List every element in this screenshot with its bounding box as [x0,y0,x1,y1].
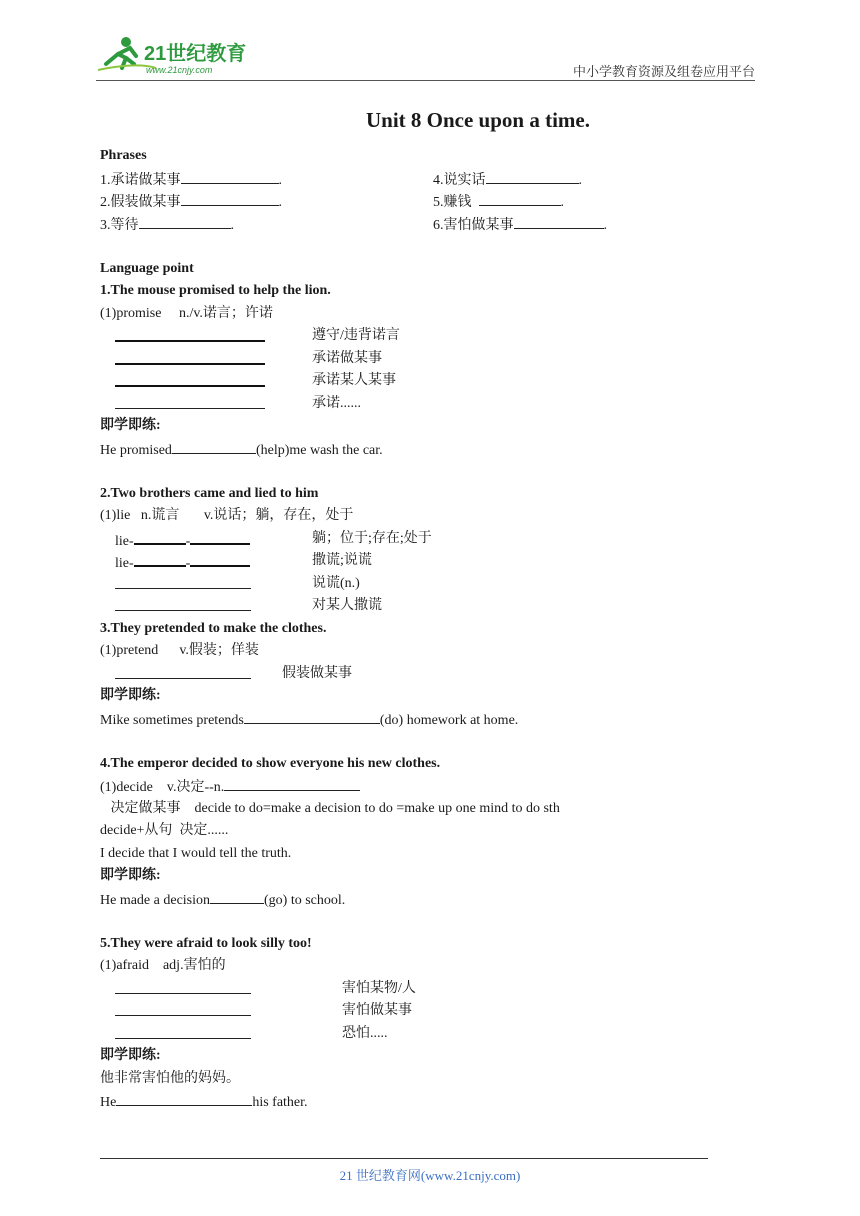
phrase-2: 2.假装做某事 [100,195,181,210]
promise-definition [100,303,760,326]
word-pos: n.谎言 [140,508,180,523]
blank-6[interactable] [514,213,604,229]
phrase-end: . [278,195,282,210]
dash: - [185,533,191,549]
section-3-title: 3.They pretended to make the clothes. [100,620,327,636]
word-pos: v.决定--n. [166,780,225,795]
word-pos: adj.害怕的 [162,958,226,973]
section-4-title: 4.The emperor decided to show everyone his new clothes. [100,755,441,771]
practice-sentence [100,438,760,461]
answer-blank[interactable] [115,1023,251,1039]
worksheet-body [100,145,760,1113]
section-5-title: 5.They were afraid to look silly too! [100,935,312,951]
meaning-text: 对某人撒谎 [312,598,382,613]
answer-blank[interactable] [190,550,250,567]
blank-3[interactable] [139,213,231,229]
afraid-definition [100,955,760,978]
usage-cn: decide+从句 [100,823,173,838]
phrase-3: 3.等待 [100,217,139,233]
blank-1[interactable] [181,168,279,184]
phrase-end: . [230,217,234,233]
sentence-part: He made a decision [100,892,211,908]
practice-label: 即学即练: [100,688,161,703]
fill-row [100,1023,760,1046]
phrase-5: 5.赚钱 [433,195,472,210]
page-title: Unit 8 Once upon a time. [365,108,590,132]
answer-blank[interactable] [116,1090,252,1106]
answer-blank[interactable] [115,978,251,994]
blank-4[interactable] [486,168,579,184]
answer-blank[interactable] [115,370,265,387]
answer-blank[interactable] [115,1000,251,1016]
meaning-text: 说谎(n.) [312,575,360,591]
phrase-end: . [278,172,282,188]
sentence-part: (do) homework at home. [379,712,519,728]
platform-tagline: 中小学教育资源及组卷应用平台 [572,64,755,79]
sentence-part: He [100,1095,117,1110]
phrase-1: 1.承诺做某事 [100,172,181,188]
practice-sentence [100,888,760,911]
logo-text: 21世纪教育 [144,43,247,65]
word-pos: v.说话；躺，存在，处于 [203,508,354,523]
sentence-part: He promised [100,442,172,458]
usage-cn: 决定...... [179,823,229,838]
lie-definition [100,505,760,528]
header-divider [96,80,755,81]
phrase-end: . [578,172,582,188]
answer-blank[interactable] [134,550,186,567]
sentence-part: (go) to school. [264,892,346,908]
decide-definition [100,775,760,798]
fill-row [100,528,760,551]
answer-blank[interactable] [190,528,250,545]
logo-url: www.21cnjy.com [146,65,213,75]
word-label: (1)pretend [100,643,159,658]
phrase-row [100,168,760,191]
decide-clause [100,820,760,843]
fill-row [100,348,760,371]
fill-row [100,663,760,686]
section-1-title: 1.The mouse promised to help the lion. [100,283,331,298]
practice-label: 即学即练: [100,418,161,433]
word-form: lie- [115,556,134,571]
answer-blank[interactable] [115,595,251,611]
blank-2[interactable] [181,190,279,206]
meaning-text: 遵守/违背诺言 [312,328,400,343]
fill-row [100,393,760,416]
word-label: (1)afraid [100,958,149,973]
phrase-end: . [560,195,564,210]
word-pos: v.假装；佯装 [179,643,259,658]
answer-blank[interactable] [115,573,251,589]
meaning-text: 承诺...... [312,395,361,411]
decide-example: I decide that I would tell the truth. [100,845,292,861]
word-label: (1)promise [100,305,162,321]
meaning-text: 害怕某物/人 [342,980,416,996]
practice-sentence [100,1090,760,1113]
answer-blank[interactable] [172,438,256,454]
practice-sentence [100,708,760,731]
word-label: (1)decide [100,780,153,795]
answer-blank[interactable] [210,888,264,904]
meaning-text: 恐怕..... [342,1025,388,1041]
sentence-part: his father. [252,1095,308,1110]
fill-row [100,978,760,1001]
runner-logo-icon [96,34,261,76]
answer-blank[interactable] [115,663,251,679]
fill-row [100,370,760,393]
sentence-part: Mike sometimes pretends [100,712,244,728]
usage-cn: 决定做某事 [110,800,181,816]
section-2-title: 2.Two brothers came and lied to him [100,485,319,501]
meaning-text: 害怕做某事 [342,1003,412,1018]
site-logo [96,34,261,76]
practice-label: 即学即练: [100,1048,161,1063]
answer-blank[interactable] [224,775,360,791]
phrase-4: 4.说实话 [433,172,486,188]
blank-5[interactable] [479,190,561,206]
word-form: lie- [115,533,134,549]
meaning-text: 撒谎;说谎 [312,553,372,568]
fill-row [100,1000,760,1023]
usage-en: decide to do=make a decision to do =make up one mind to do sth [194,800,560,816]
answer-blank[interactable] [244,708,380,724]
fill-row [100,550,760,573]
phrase-6: 6.害怕做某事 [433,217,514,233]
answer-blank[interactable] [134,528,186,545]
answer-blank[interactable] [115,393,265,409]
meaning-text: 假装做某事 [282,665,352,681]
phrase-row [100,213,760,236]
meaning-text: 躺；位于;存在;处于 [312,530,432,546]
phrase-row [100,190,760,213]
language-point-heading: Language point [100,260,194,276]
footer-divider [100,1158,708,1159]
sentence-part: (help)me wash the car. [255,442,383,458]
answer-blank[interactable] [115,348,265,365]
word-label: (1)lie [100,508,131,523]
dash: - [185,556,191,571]
meaning-text: 承诺做某事 [312,350,382,366]
pretend-definition [100,640,760,663]
phrases-heading: Phrases [100,148,147,163]
word-pos: n./v.诺言；许诺 [178,305,273,321]
practice-chinese: 他非常害怕他的妈妈。 [100,1070,240,1086]
practice-label: 即学即练: [100,868,161,883]
meaning-text: 承诺某人某事 [312,373,396,388]
fill-row [100,595,760,618]
fill-row [100,573,760,596]
answer-blank[interactable] [115,325,265,342]
phrase-end: . [603,217,607,233]
decide-usage [100,798,760,821]
fill-row [100,325,760,348]
footer-link[interactable]: 21 世纪教育网(www.21cnjy.com) [339,1168,521,1183]
